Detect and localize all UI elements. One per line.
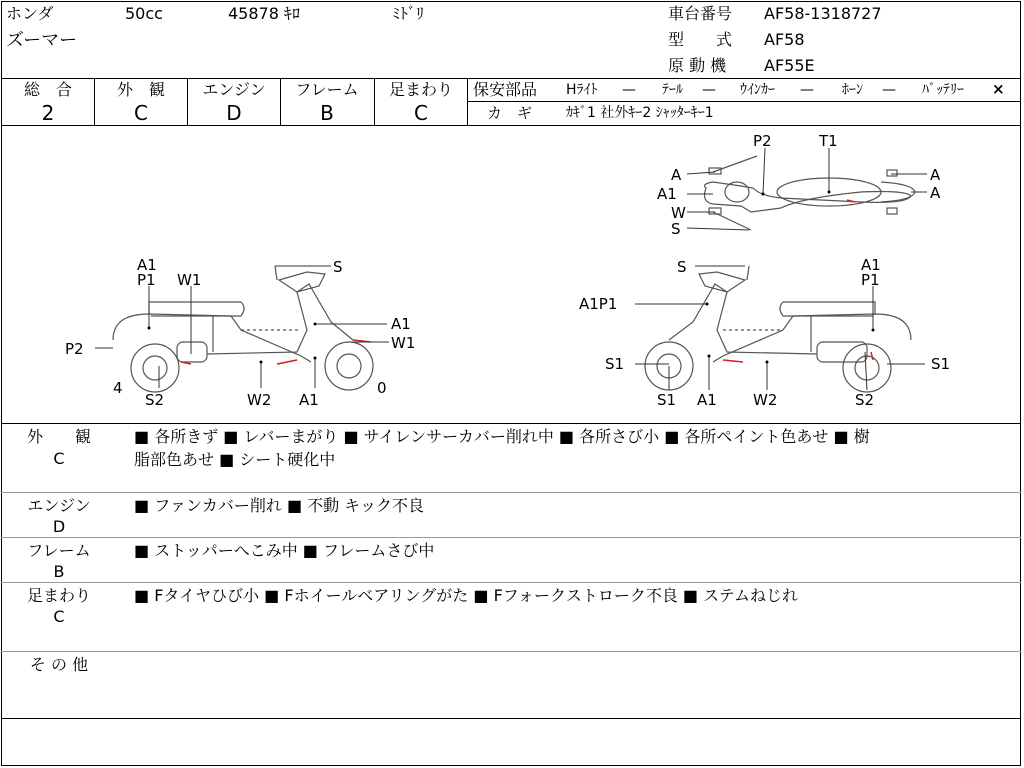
label-right-a1p1: A1P1 bbox=[579, 295, 618, 313]
type-label: 型 式 bbox=[668, 30, 733, 49]
remarks-divider bbox=[1, 651, 1021, 652]
label-left-p2: P2 bbox=[65, 340, 84, 358]
grade-divider bbox=[467, 78, 468, 125]
safety-label: 保安部品 bbox=[473, 80, 538, 99]
label-left-s: S bbox=[333, 258, 343, 276]
label-top-s: S bbox=[671, 220, 681, 238]
model-name: ズーマー bbox=[6, 30, 78, 51]
remarks-top-line bbox=[1, 423, 1021, 424]
safety-battery: ﾊﾞｯﾃﾘｰ bbox=[922, 82, 964, 98]
remarks-divider bbox=[1, 492, 1021, 493]
remark-text-exterior: ■ 各所きず ■ レバーまがり ■ サイレンサーカバー削れ中 ■ 各所さび小 ■ 各所ペイント色あせ ■ 樹 bbox=[134, 427, 870, 446]
damage-diagram bbox=[1, 126, 1021, 422]
grade-header-engine: エンジン bbox=[202, 80, 266, 99]
remarks-divider bbox=[1, 537, 1021, 538]
safety-headlight-mark: — bbox=[622, 82, 636, 98]
safety-mid-line bbox=[468, 101, 1021, 102]
remarks-divider bbox=[1, 582, 1021, 583]
label-right-p1: P1 bbox=[861, 271, 880, 289]
remark-category-engine: エンジン bbox=[27, 496, 91, 515]
grade-frame: B bbox=[320, 101, 334, 125]
remark-category-suspension: 足まわり bbox=[26, 586, 91, 605]
label-top-a1: A1 bbox=[657, 185, 677, 203]
safety-headlight: Hﾗｲﾄ bbox=[566, 82, 598, 98]
engine-value: AF55E bbox=[764, 56, 815, 75]
remark-grade-exterior: C bbox=[53, 449, 65, 468]
remark-grade-suspension: C bbox=[53, 607, 65, 626]
label-right-a1: A1 bbox=[861, 256, 881, 274]
keys-label: カ ギ bbox=[487, 104, 533, 122]
label-left-a1-bottom: A1 bbox=[299, 391, 319, 409]
mileage: 45878 ｷﾛ bbox=[228, 4, 300, 23]
label-left-0: 0 bbox=[377, 379, 387, 397]
label-left-w1: W1 bbox=[177, 271, 202, 289]
grade-header-exterior: 外 観 bbox=[116, 80, 165, 99]
grade-header-suspension: 足まわり bbox=[388, 80, 453, 99]
safety-horn-mark: — bbox=[882, 82, 896, 98]
displacement: 50cc bbox=[125, 4, 163, 23]
body-color: ﾐﾄﾞﾘ bbox=[392, 4, 425, 23]
remark-text-suspension: ■ Fタイヤひび小 ■ Fホイールベアリングがた ■ Fフォークストローク不良 ■ ステムねじれ bbox=[134, 586, 799, 605]
grade-header-overall: 総 合 bbox=[23, 80, 72, 99]
grade-overall: 2 bbox=[41, 101, 55, 125]
remark-grade-engine: D bbox=[52, 517, 66, 536]
label-left-s2: S2 bbox=[145, 391, 165, 409]
label-top-w: W bbox=[671, 204, 686, 222]
safety-winker: ｳｲﾝｶｰ bbox=[740, 82, 775, 98]
label-right-w2: W2 bbox=[753, 391, 778, 409]
remark-category-other: そ の 他 bbox=[29, 655, 89, 674]
safety-taillight: ﾃｰﾙ bbox=[662, 82, 683, 98]
scooter-top-view bbox=[705, 156, 915, 230]
grade-exterior: C bbox=[134, 101, 148, 125]
label-right-s1-right: S1 bbox=[931, 355, 951, 373]
grade-top-line bbox=[1, 78, 1021, 79]
label-right-s1-left: S1 bbox=[605, 355, 625, 373]
grade-engine: D bbox=[226, 101, 242, 125]
safety-taillight-mark: — bbox=[702, 82, 716, 98]
label-right-a1-bottom: A1 bbox=[697, 391, 717, 409]
safety-horn: ﾎｰﾝ bbox=[842, 82, 863, 98]
type-value: AF58 bbox=[764, 30, 805, 49]
engine-label: 原 動 機 bbox=[668, 56, 727, 75]
frame-no-label: 車台番号 bbox=[668, 4, 733, 23]
maker: ホンダ bbox=[6, 4, 54, 23]
remark-text-engine: ■ ファンカバー削れ ■ 不動 キック不良 bbox=[134, 496, 424, 515]
label-top-t1: T1 bbox=[819, 132, 838, 150]
remarks-bottom-line bbox=[1, 718, 1021, 719]
safety-battery-mark: × bbox=[992, 80, 1005, 98]
label-right-s1-bottom: S1 bbox=[657, 391, 677, 409]
grade-suspension: C bbox=[414, 101, 428, 125]
label-left-w2: W2 bbox=[247, 391, 272, 409]
label-left-p1: P1 bbox=[137, 271, 156, 289]
label-left-a1-right: A1 bbox=[391, 315, 411, 333]
keys-value: ｶｷﾞ1 社外ｷｰ2 ｼｬｯﾀｰｷｰ1 bbox=[566, 105, 714, 121]
label-top-a-right1: A bbox=[930, 166, 941, 184]
label-left-a1: A1 bbox=[137, 256, 157, 274]
label-left-4: 4 bbox=[113, 379, 123, 397]
label-top-a-right2: A bbox=[930, 184, 941, 202]
remark-category-frame: フレーム bbox=[27, 541, 91, 560]
label-right-s2: S2 bbox=[855, 391, 875, 409]
label-top-p2: P2 bbox=[753, 132, 772, 150]
label-top-a-left: A bbox=[671, 166, 682, 184]
remark-category-exterior: 外 観 bbox=[26, 427, 91, 446]
remark-text-frame: ■ ストッパーへこみ中 ■ フレームさび中 bbox=[134, 541, 435, 560]
remark-text-exterior-2: 脂部色あせ ■ シート硬化中 bbox=[134, 450, 336, 469]
remark-grade-frame: B bbox=[53, 562, 65, 581]
grade-header-frame: フレーム bbox=[295, 80, 359, 99]
frame-no: AF58-1318727 bbox=[764, 4, 882, 23]
label-right-s: S bbox=[677, 258, 687, 276]
label-left-w1-right: W1 bbox=[391, 334, 416, 352]
safety-winker-mark: — bbox=[800, 82, 814, 98]
